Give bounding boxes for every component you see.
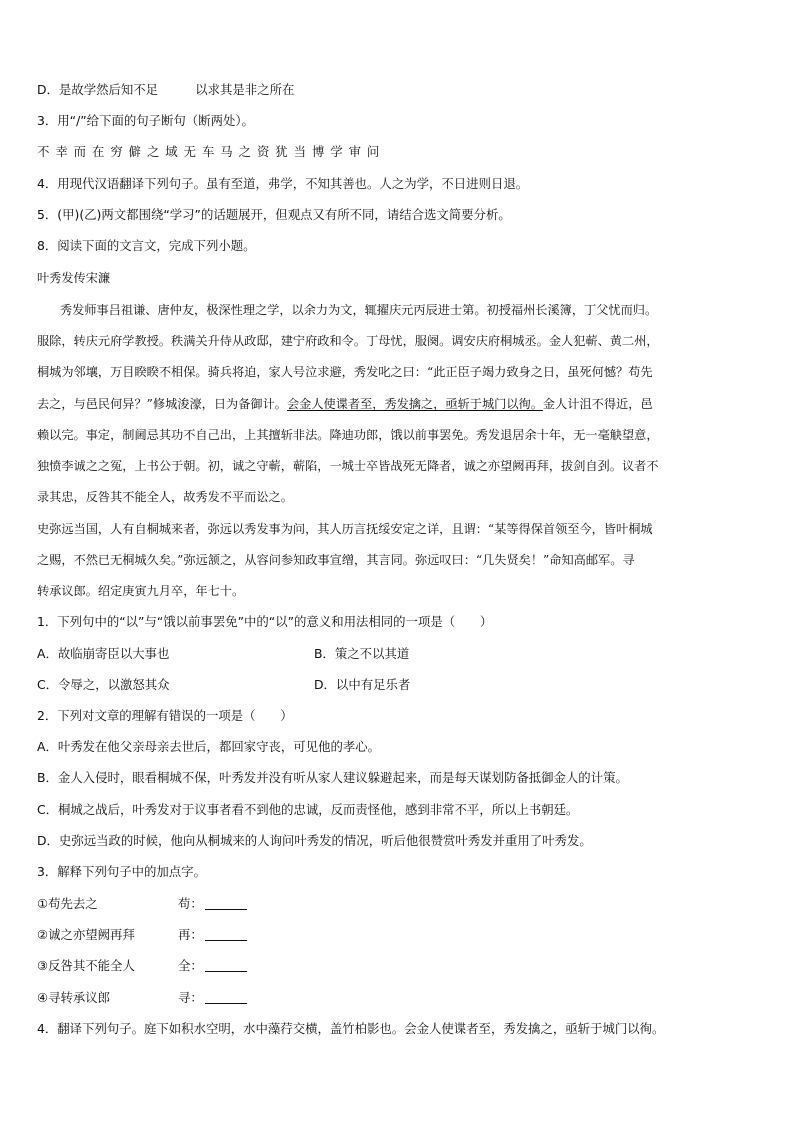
q1-option-a: A．故临崩寄臣以大事也 <box>37 646 170 661</box>
passage-text: 金人计沮不得近，邑 <box>542 397 653 411</box>
passage-line: 录其忠，反咎其不能全人，故秀发不平而讼之。 <box>37 490 293 504</box>
spaced-sentence: 不 幸 而 在 穷 僻 之 域 无 车 马 之 资 犹 当 博 学 审 问 <box>37 144 381 159</box>
question-5-previous: 5．(甲)(乙)两文都围绕“学习”的话题展开，但观点又有所不同，请结合选文简要分析。 <box>37 207 511 222</box>
question-3-previous: 3．用“/”给下面的句子断句（断两处）。 <box>37 113 254 128</box>
passage-line: 史弥远当国，人有自桐城来者，弥远以秀发事为问，其人历言抚绥安定之详，且谓：“某等得保首领至今，皆叶桐城 <box>37 522 653 536</box>
option-d-previous: D．是故学然后知不足 以求其是非之所在 <box>37 82 295 97</box>
passage-line: 独愤李诚之之冤，上书公于朝。初，诚之守蕲，蕲陷，一城士卒皆战死无降者，诚之亦望阙再拜，拔剑自刭。议者不 <box>37 459 659 473</box>
question-4-previous: 4．用现代汉语翻译下列句子。虽有至道，弗学，不知其善也。人之为学，不日进则日退。 <box>37 176 529 191</box>
question-8: 8．阅读下面的文言文，完成下列小题。 <box>37 238 256 253</box>
passage-line: 服除，转庆元府学教授。秩满关升侍从政邸，建宁府政和令。丁母忧，服阕。调安庆府桐城丞。金人犯蕲、黄二州， <box>37 334 659 348</box>
passage-title: 叶秀发传宋濂 <box>37 271 111 285</box>
passage-line: 桐城为邻壤，万目睽睽不相保。骑兵将迫，家人号泣求避，秀发叱之曰：“此正臣子竭力致身之日，虽死何憾？苟先 <box>37 365 653 379</box>
q2-option-b: B．金人入侵时，眼看桐城不保，叶秀发并没有听从家人建议躲避起来，而是每天谋划防备抵御金人的计策。 <box>37 770 628 785</box>
q1-option-c: C．令辱之，以激怒其众 <box>37 677 170 692</box>
q1-option-b: B．策之不以其道 <box>314 646 410 661</box>
question-2: 2．下列对文章的理解有错误的一项是（ ） <box>37 708 293 723</box>
word-item-4: ④寻转承议郎 <box>37 990 111 1005</box>
answer-blank[interactable] <box>205 991 247 1004</box>
q2-option-c: C．桐城之战后，叶秀发对于议事者看不到他的忠诚，反而责怪他，感到非常不平，所以上书朝廷。 <box>37 802 579 817</box>
word-item-3: ③反咎其不能全人 <box>37 958 135 973</box>
word-item-2: ②诚之亦望阙再拜 <box>37 927 135 942</box>
answer-blank[interactable] <box>205 928 247 941</box>
word-key-2: 再： <box>178 927 247 943</box>
word-item-1: ①苟先去之 <box>37 896 98 911</box>
underlined-sentence: 会金人使谍者至，秀发擒之，亟斩于城门以徇。 <box>286 397 543 411</box>
q1-option-d: D．以中有足乐者 <box>314 677 411 692</box>
passage-line: 秀发师事吕祖谦、唐仲友，极深性理之学，以余力为文，辄擢庆元丙辰进士第。初授福州长溪簿，丁父忧而归。 <box>60 303 658 317</box>
word-key-1: 苟： <box>178 896 247 912</box>
answer-blank[interactable] <box>205 897 247 910</box>
q2-option-a: A．叶秀发在他父亲母亲去世后，都回家守丧，可见他的孝心。 <box>37 739 381 754</box>
answer-blank[interactable] <box>205 959 247 972</box>
passage-text: 去之，与邑民何异？”修城浚濠，日为备御计。 <box>37 397 287 411</box>
word-key-3: 全： <box>178 958 247 974</box>
question-4: 4．翻译下列句子。庭下如积水空明，水中藻荇交横，盖竹柏影也。会金人使谍者至，秀发擒之，亟斩于城门以徇。 <box>37 1021 665 1036</box>
word-key-4: 寻： <box>178 990 247 1006</box>
q2-option-d: D．史弥远当政的时候，他向从桐城来的人询问叶秀发的情况，听后他很赞赏叶秀发并重用了叶秀发。 <box>37 833 592 848</box>
passage-line: 赖以完。事定，制阃忌其功不自己出，上其擅斩非法。降迪功郎，饿以前事罢免。秀发退居余十年，无一毫觖望意， <box>37 428 659 442</box>
passage-line: 之赐，不然已无桐城久矣。”弥远颔之，从容问参知政事宣缯，其言同。弥远叹曰：“几失贤矣！”命知高邮军。寻 <box>37 553 635 567</box>
passage-line <box>37 396 653 412</box>
passage-line: 转承议郎。绍定庚寅九月卒，年七十。 <box>37 584 245 598</box>
question-1: 1．下列句中的“以”与“饿以前事罢免”中的“以”的意义和用法相同的一项是（ ） <box>37 614 493 629</box>
question-3: 3．解释下列句子中的加点字。 <box>37 864 206 879</box>
